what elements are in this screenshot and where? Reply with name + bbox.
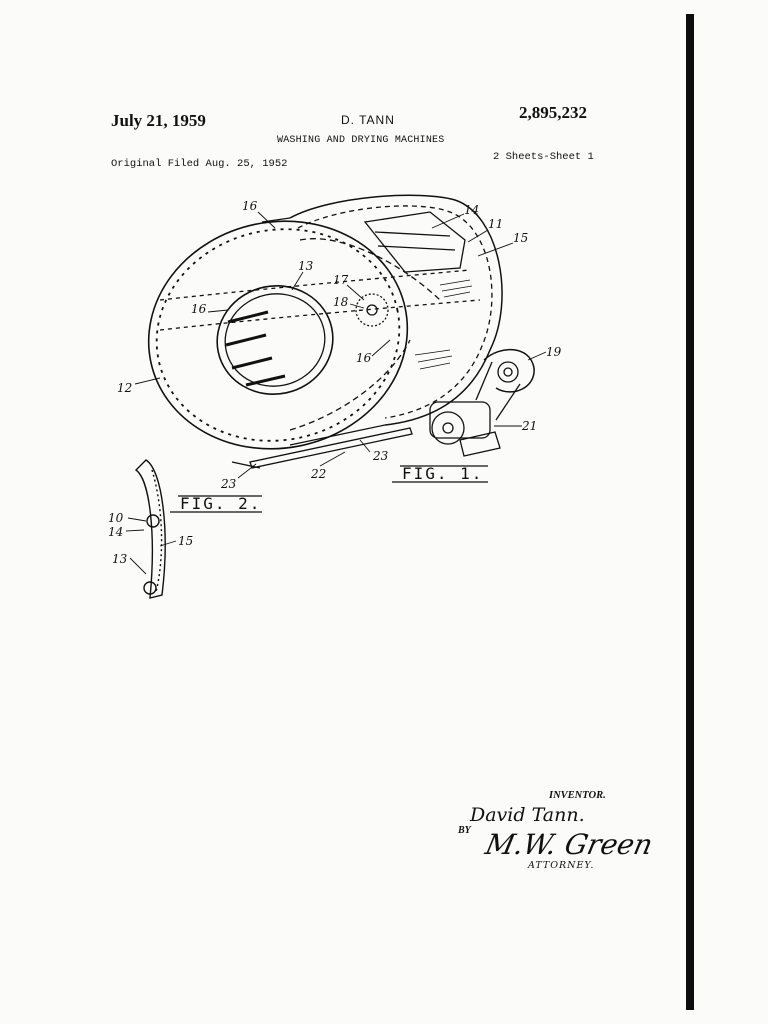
ref-22: 22 bbox=[311, 467, 327, 481]
ref-15-fig2: 15 bbox=[178, 534, 194, 548]
ref-23-right: 23 bbox=[373, 449, 389, 463]
ref-16-mid: 16 bbox=[356, 351, 372, 365]
fig-1-label: FIG. 1. bbox=[402, 464, 484, 483]
ref-12: 12 bbox=[117, 381, 133, 395]
fig-2-label: FIG. 2. bbox=[180, 494, 262, 513]
ref-16-top: 16 bbox=[242, 199, 258, 213]
patent-number: 2,895,232 bbox=[519, 103, 587, 122]
ref-21: 21 bbox=[522, 419, 538, 433]
leader-lines bbox=[126, 212, 546, 574]
patent-date: July 21, 1959 bbox=[111, 111, 206, 130]
ref-16-left: 16 bbox=[191, 302, 207, 316]
ref-10: 10 bbox=[108, 511, 124, 525]
ref-18: 18 bbox=[333, 295, 349, 309]
ref-14-fig2: 14 bbox=[108, 525, 124, 539]
figure-2-section bbox=[136, 460, 165, 598]
by-label: BY bbox=[458, 825, 471, 836]
ref-14-top: 14 bbox=[464, 203, 480, 217]
figure-labels bbox=[170, 464, 488, 513]
reference-numerals bbox=[108, 199, 562, 566]
ref-19: 19 bbox=[546, 345, 562, 359]
ref-13-top: 13 bbox=[298, 259, 314, 273]
inventor-name: D. TANN bbox=[341, 113, 395, 127]
attorney-signature: M.W. Green bbox=[482, 828, 656, 861]
ref-17: 17 bbox=[333, 273, 349, 287]
patent-title: WASHING AND DRYING MACHINES bbox=[277, 135, 445, 146]
ref-13-fig2: 13 bbox=[112, 552, 128, 566]
inventor-signature: David Tann. bbox=[470, 804, 585, 826]
inventor-caption: INVENTOR. bbox=[549, 790, 606, 801]
attorney-caption: ATTORNEY. bbox=[528, 860, 595, 871]
ref-15-top: 15 bbox=[513, 231, 529, 245]
ref-23-left: 23 bbox=[221, 477, 237, 491]
perforation-hatching bbox=[415, 280, 472, 369]
filing-date: Original Filed Aug. 25, 1952 bbox=[111, 158, 288, 170]
ref-11: 11 bbox=[488, 217, 504, 231]
sheet-count: 2 Sheets-Sheet 1 bbox=[493, 151, 594, 163]
figure-1-drum bbox=[127, 195, 534, 472]
